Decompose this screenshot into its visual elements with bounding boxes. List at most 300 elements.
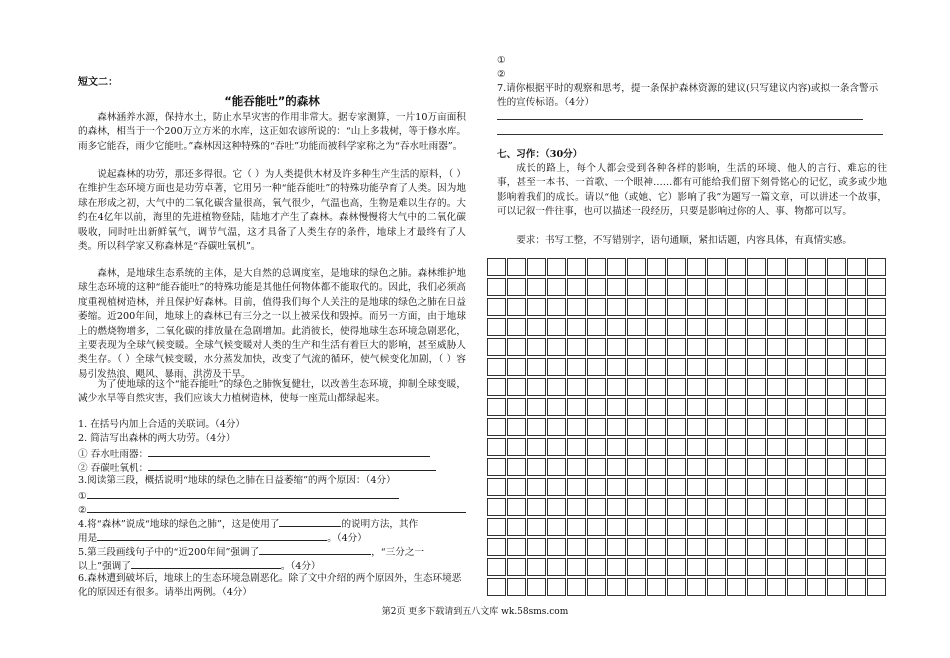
grid-cell[interactable]: [627, 498, 646, 516]
grid-cell[interactable]: [607, 358, 626, 376]
grid-cell[interactable]: [527, 358, 546, 376]
grid-cell[interactable]: [547, 258, 566, 276]
grid-cell[interactable]: [807, 418, 826, 436]
grid-cell[interactable]: [847, 298, 866, 316]
grid-cell[interactable]: [807, 318, 826, 336]
answer-line[interactable]: [148, 460, 436, 471]
grid-cell[interactable]: [827, 358, 846, 376]
grid-cell[interactable]: [667, 438, 686, 456]
grid-cell[interactable]: [747, 458, 766, 476]
grid-cell[interactable]: [727, 378, 746, 396]
grid-cell[interactable]: [547, 578, 566, 596]
grid-cell[interactable]: [707, 298, 726, 316]
grid-cell[interactable]: [787, 558, 806, 576]
grid-cell[interactable]: [807, 338, 826, 356]
grid-cell[interactable]: [667, 578, 686, 596]
grid-cell[interactable]: [647, 398, 666, 416]
grid-cell[interactable]: [527, 558, 546, 576]
grid-cell[interactable]: [827, 558, 846, 576]
grid-cell[interactable]: [687, 338, 706, 356]
grid-cell[interactable]: [727, 538, 746, 556]
grid-cell[interactable]: [707, 338, 726, 356]
grid-cell[interactable]: [707, 258, 726, 276]
grid-cell[interactable]: [527, 398, 546, 416]
grid-cell[interactable]: [487, 358, 506, 376]
grid-cell[interactable]: [607, 278, 626, 296]
grid-cell[interactable]: [707, 398, 726, 416]
grid-cell[interactable]: [547, 318, 566, 336]
grid-cell[interactable]: [627, 358, 646, 376]
grid-cell[interactable]: [807, 478, 826, 496]
grid-cell[interactable]: [687, 358, 706, 376]
grid-cell[interactable]: [707, 418, 726, 436]
grid-cell[interactable]: [527, 258, 546, 276]
grid-cell[interactable]: [807, 458, 826, 476]
grid-cell[interactable]: [767, 578, 786, 596]
grid-cell[interactable]: [607, 518, 626, 536]
grid-cell[interactable]: [847, 278, 866, 296]
grid-cell[interactable]: [527, 538, 546, 556]
grid-cell[interactable]: [747, 398, 766, 416]
grid-cell[interactable]: [787, 538, 806, 556]
grid-cell[interactable]: [867, 558, 886, 576]
grid-cell[interactable]: [847, 578, 866, 596]
grid-cell[interactable]: [767, 518, 786, 536]
grid-cell[interactable]: [687, 558, 706, 576]
grid-cell[interactable]: [587, 578, 606, 596]
grid-cell[interactable]: [807, 358, 826, 376]
grid-cell[interactable]: [487, 418, 506, 436]
grid-cell[interactable]: [647, 278, 666, 296]
grid-cell[interactable]: [647, 338, 666, 356]
grid-cell[interactable]: [847, 418, 866, 436]
grid-cell[interactable]: [567, 498, 586, 516]
grid-cell[interactable]: [847, 338, 866, 356]
grid-cell[interactable]: [567, 578, 586, 596]
grid-cell[interactable]: [827, 498, 846, 516]
grid-cell[interactable]: [867, 318, 886, 336]
grid-cell[interactable]: [567, 458, 586, 476]
grid-cell[interactable]: [687, 278, 706, 296]
grid-cell[interactable]: [827, 278, 846, 296]
grid-cell[interactable]: [767, 498, 786, 516]
grid-cell[interactable]: [727, 318, 746, 336]
grid-cell[interactable]: [767, 298, 786, 316]
grid-cell[interactable]: [787, 338, 806, 356]
grid-cell[interactable]: [527, 418, 546, 436]
grid-cell[interactable]: [647, 438, 666, 456]
grid-cell[interactable]: [747, 498, 766, 516]
grid-cell[interactable]: [587, 258, 606, 276]
grid-cell[interactable]: [587, 338, 606, 356]
grid-cell[interactable]: [707, 558, 726, 576]
grid-cell[interactable]: [687, 498, 706, 516]
grid-cell[interactable]: [747, 298, 766, 316]
grid-cell[interactable]: [747, 478, 766, 496]
grid-cell[interactable]: [707, 458, 726, 476]
grid-cell[interactable]: [667, 498, 686, 516]
grid-cell[interactable]: [867, 298, 886, 316]
grid-cell[interactable]: [627, 418, 646, 436]
grid-cell[interactable]: [827, 258, 846, 276]
grid-cell[interactable]: [607, 318, 626, 336]
grid-cell[interactable]: [727, 438, 746, 456]
grid-cell[interactable]: [667, 278, 686, 296]
grid-cell[interactable]: [747, 358, 766, 376]
grid-cell[interactable]: [587, 518, 606, 536]
grid-cell[interactable]: [627, 518, 646, 536]
grid-cell[interactable]: [487, 518, 506, 536]
grid-cell[interactable]: [607, 538, 626, 556]
grid-cell[interactable]: [647, 258, 666, 276]
grid-cell[interactable]: [547, 338, 566, 356]
grid-cell[interactable]: [567, 318, 586, 336]
grid-cell[interactable]: [507, 458, 526, 476]
grid-cell[interactable]: [627, 458, 646, 476]
grid-cell[interactable]: [767, 398, 786, 416]
grid-cell[interactable]: [507, 378, 526, 396]
grid-cell[interactable]: [827, 458, 846, 476]
grid-cell[interactable]: [567, 358, 586, 376]
grid-cell[interactable]: [527, 438, 546, 456]
grid-cell[interactable]: [867, 378, 886, 396]
grid-cell[interactable]: [747, 558, 766, 576]
grid-cell[interactable]: [727, 478, 746, 496]
grid-cell[interactable]: [667, 558, 686, 576]
answer-line[interactable]: [497, 119, 863, 120]
grid-cell[interactable]: [827, 538, 846, 556]
grid-cell[interactable]: [647, 538, 666, 556]
grid-cell[interactable]: [667, 378, 686, 396]
grid-cell[interactable]: [827, 578, 846, 596]
grid-cell[interactable]: [507, 498, 526, 516]
grid-cell[interactable]: [627, 438, 646, 456]
grid-cell[interactable]: [727, 338, 746, 356]
grid-cell[interactable]: [587, 478, 606, 496]
grid-cell[interactable]: [827, 418, 846, 436]
grid-cell[interactable]: [747, 418, 766, 436]
grid-cell[interactable]: [807, 298, 826, 316]
grid-cell[interactable]: [587, 398, 606, 416]
grid-cell[interactable]: [767, 418, 786, 436]
grid-cell[interactable]: [587, 278, 606, 296]
grid-cell[interactable]: [747, 318, 766, 336]
grid-cell[interactable]: [667, 298, 686, 316]
grid-cell[interactable]: [867, 498, 886, 516]
grid-cell[interactable]: [787, 358, 806, 376]
grid-cell[interactable]: [547, 498, 566, 516]
grid-cell[interactable]: [787, 298, 806, 316]
grid-cell[interactable]: [587, 378, 606, 396]
answer-line[interactable]: [148, 446, 430, 457]
grid-cell[interactable]: [867, 258, 886, 276]
grid-cell[interactable]: [847, 458, 866, 476]
grid-cell[interactable]: [527, 478, 546, 496]
grid-cell[interactable]: [547, 558, 566, 576]
grid-cell[interactable]: [487, 538, 506, 556]
grid-cell[interactable]: [667, 458, 686, 476]
grid-cell[interactable]: [607, 258, 626, 276]
grid-cell[interactable]: [807, 378, 826, 396]
grid-cell[interactable]: [787, 398, 806, 416]
grid-cell[interactable]: [507, 398, 526, 416]
grid-cell[interactable]: [847, 538, 866, 556]
grid-cell[interactable]: [487, 378, 506, 396]
grid-cell[interactable]: [727, 518, 746, 536]
grid-cell[interactable]: [707, 478, 726, 496]
grid-cell[interactable]: [767, 438, 786, 456]
grid-cell[interactable]: [707, 318, 726, 336]
grid-cell[interactable]: [827, 378, 846, 396]
grid-cell[interactable]: [487, 298, 506, 316]
grid-cell[interactable]: [507, 578, 526, 596]
grid-cell[interactable]: [787, 378, 806, 396]
grid-cell[interactable]: [747, 518, 766, 536]
grid-cell[interactable]: [867, 438, 886, 456]
grid-cell[interactable]: [867, 398, 886, 416]
grid-cell[interactable]: [487, 278, 506, 296]
grid-cell[interactable]: [567, 438, 586, 456]
grid-cell[interactable]: [547, 398, 566, 416]
grid-cell[interactable]: [807, 498, 826, 516]
grid-cell[interactable]: [747, 278, 766, 296]
grid-cell[interactable]: [667, 258, 686, 276]
grid-cell[interactable]: [727, 358, 746, 376]
grid-cell[interactable]: [507, 478, 526, 496]
grid-cell[interactable]: [727, 578, 746, 596]
grid-cell[interactable]: [807, 538, 826, 556]
grid-cell[interactable]: [567, 398, 586, 416]
grid-cell[interactable]: [567, 378, 586, 396]
grid-cell[interactable]: [487, 318, 506, 336]
grid-cell[interactable]: [567, 518, 586, 536]
grid-cell[interactable]: [687, 438, 706, 456]
grid-cell[interactable]: [607, 398, 626, 416]
grid-cell[interactable]: [567, 538, 586, 556]
grid-cell[interactable]: [667, 358, 686, 376]
grid-cell[interactable]: [607, 338, 626, 356]
grid-cell[interactable]: [787, 478, 806, 496]
grid-cell[interactable]: [667, 538, 686, 556]
grid-cell[interactable]: [627, 378, 646, 396]
grid-cell[interactable]: [587, 438, 606, 456]
grid-cell[interactable]: [547, 458, 566, 476]
grid-cell[interactable]: [767, 258, 786, 276]
grid-cell[interactable]: [587, 538, 606, 556]
grid-cell[interactable]: [847, 558, 866, 576]
grid-cell[interactable]: [587, 418, 606, 436]
answer-line[interactable]: [97, 530, 327, 541]
grid-cell[interactable]: [827, 298, 846, 316]
grid-cell[interactable]: [507, 358, 526, 376]
grid-cell[interactable]: [727, 278, 746, 296]
grid-cell[interactable]: [707, 538, 726, 556]
grid-cell[interactable]: [607, 418, 626, 436]
grid-cell[interactable]: [787, 498, 806, 516]
grid-cell[interactable]: [507, 558, 526, 576]
grid-cell[interactable]: [647, 458, 666, 476]
grid-cell[interactable]: [547, 518, 566, 536]
grid-cell[interactable]: [627, 478, 646, 496]
grid-cell[interactable]: [667, 418, 686, 436]
grid-cell[interactable]: [767, 318, 786, 336]
grid-cell[interactable]: [587, 558, 606, 576]
grid-cell[interactable]: [527, 578, 546, 596]
grid-cell[interactable]: [847, 498, 866, 516]
grid-cell[interactable]: [627, 258, 646, 276]
grid-cell[interactable]: [567, 298, 586, 316]
grid-cell[interactable]: [787, 318, 806, 336]
grid-cell[interactable]: [707, 578, 726, 596]
grid-cell[interactable]: [867, 338, 886, 356]
grid-cell[interactable]: [767, 458, 786, 476]
grid-cell[interactable]: [507, 438, 526, 456]
grid-cell[interactable]: [847, 318, 866, 336]
grid-cell[interactable]: [587, 358, 606, 376]
grid-cell[interactable]: [687, 398, 706, 416]
grid-cell[interactable]: [667, 478, 686, 496]
grid-cell[interactable]: [747, 258, 766, 276]
grid-cell[interactable]: [827, 398, 846, 416]
grid-cell[interactable]: [647, 378, 666, 396]
answer-line[interactable]: [87, 488, 399, 499]
grid-cell[interactable]: [527, 298, 546, 316]
grid-cell[interactable]: [547, 298, 566, 316]
grid-cell[interactable]: [627, 338, 646, 356]
grid-cell[interactable]: [847, 398, 866, 416]
grid-cell[interactable]: [507, 338, 526, 356]
grid-cell[interactable]: [547, 378, 566, 396]
grid-cell[interactable]: [787, 458, 806, 476]
grid-cell[interactable]: [647, 358, 666, 376]
grid-cell[interactable]: [627, 578, 646, 596]
grid-cell[interactable]: [807, 438, 826, 456]
grid-cell[interactable]: [867, 518, 886, 536]
grid-cell[interactable]: [567, 478, 586, 496]
grid-cell[interactable]: [747, 338, 766, 356]
grid-cell[interactable]: [687, 458, 706, 476]
grid-cell[interactable]: [807, 398, 826, 416]
grid-cell[interactable]: [707, 498, 726, 516]
answer-line[interactable]: [497, 134, 883, 135]
grid-cell[interactable]: [727, 558, 746, 576]
grid-cell[interactable]: [627, 298, 646, 316]
grid-cell[interactable]: [627, 278, 646, 296]
grid-cell[interactable]: [807, 258, 826, 276]
grid-cell[interactable]: [527, 378, 546, 396]
grid-cell[interactable]: [687, 418, 706, 436]
grid-cell[interactable]: [547, 438, 566, 456]
grid-cell[interactable]: [787, 518, 806, 536]
grid-cell[interactable]: [827, 338, 846, 356]
grid-cell[interactable]: [707, 378, 726, 396]
grid-cell[interactable]: [507, 518, 526, 536]
grid-cell[interactable]: [527, 318, 546, 336]
answer-line[interactable]: [87, 502, 466, 513]
grid-cell[interactable]: [547, 278, 566, 296]
grid-cell[interactable]: [667, 338, 686, 356]
grid-cell[interactable]: [867, 478, 886, 496]
grid-cell[interactable]: [547, 478, 566, 496]
grid-cell[interactable]: [767, 478, 786, 496]
grid-cell[interactable]: [527, 498, 546, 516]
grid-cell[interactable]: [787, 418, 806, 436]
grid-cell[interactable]: [507, 258, 526, 276]
answer-line[interactable]: [259, 544, 371, 555]
grid-cell[interactable]: [507, 298, 526, 316]
grid-cell[interactable]: [727, 458, 746, 476]
grid-cell[interactable]: [647, 418, 666, 436]
grid-cell[interactable]: [687, 478, 706, 496]
grid-cell[interactable]: [607, 438, 626, 456]
grid-cell[interactable]: [707, 518, 726, 536]
grid-cell[interactable]: [867, 578, 886, 596]
grid-cell[interactable]: [687, 378, 706, 396]
grid-cell[interactable]: [587, 498, 606, 516]
grid-cell[interactable]: [607, 578, 626, 596]
grid-cell[interactable]: [527, 458, 546, 476]
grid-cell[interactable]: [527, 518, 546, 536]
grid-cell[interactable]: [587, 298, 606, 316]
grid-cell[interactable]: [647, 298, 666, 316]
grid-cell[interactable]: [767, 558, 786, 576]
grid-cell[interactable]: [487, 338, 506, 356]
grid-cell[interactable]: [827, 438, 846, 456]
grid-cell[interactable]: [867, 278, 886, 296]
grid-cell[interactable]: [867, 418, 886, 436]
grid-cell[interactable]: [627, 398, 646, 416]
grid-cell[interactable]: [647, 318, 666, 336]
grid-cell[interactable]: [747, 438, 766, 456]
grid-cell[interactable]: [627, 318, 646, 336]
grid-cell[interactable]: [647, 498, 666, 516]
grid-cell[interactable]: [787, 258, 806, 276]
grid-cell[interactable]: [507, 418, 526, 436]
grid-cell[interactable]: [827, 518, 846, 536]
grid-cell[interactable]: [687, 258, 706, 276]
grid-cell[interactable]: [747, 378, 766, 396]
grid-cell[interactable]: [707, 278, 726, 296]
grid-cell[interactable]: [607, 378, 626, 396]
grid-cell[interactable]: [567, 558, 586, 576]
grid-cell[interactable]: [547, 358, 566, 376]
grid-cell[interactable]: [487, 578, 506, 596]
grid-cell[interactable]: [687, 298, 706, 316]
grid-cell[interactable]: [767, 538, 786, 556]
grid-cell[interactable]: [867, 358, 886, 376]
grid-cell[interactable]: [607, 558, 626, 576]
grid-cell[interactable]: [587, 458, 606, 476]
grid-cell[interactable]: [627, 538, 646, 556]
grid-cell[interactable]: [567, 278, 586, 296]
grid-cell[interactable]: [567, 338, 586, 356]
grid-cell[interactable]: [847, 518, 866, 536]
grid-cell[interactable]: [787, 438, 806, 456]
grid-cell[interactable]: [607, 498, 626, 516]
grid-cell[interactable]: [567, 418, 586, 436]
grid-cell[interactable]: [787, 578, 806, 596]
grid-cell[interactable]: [607, 478, 626, 496]
grid-cell[interactable]: [847, 258, 866, 276]
grid-cell[interactable]: [647, 478, 666, 496]
grid-cell[interactable]: [787, 278, 806, 296]
grid-cell[interactable]: [667, 318, 686, 336]
grid-cell[interactable]: [527, 278, 546, 296]
grid-cell[interactable]: [727, 258, 746, 276]
grid-cell[interactable]: [547, 538, 566, 556]
grid-cell[interactable]: [587, 318, 606, 336]
grid-cell[interactable]: [487, 558, 506, 576]
